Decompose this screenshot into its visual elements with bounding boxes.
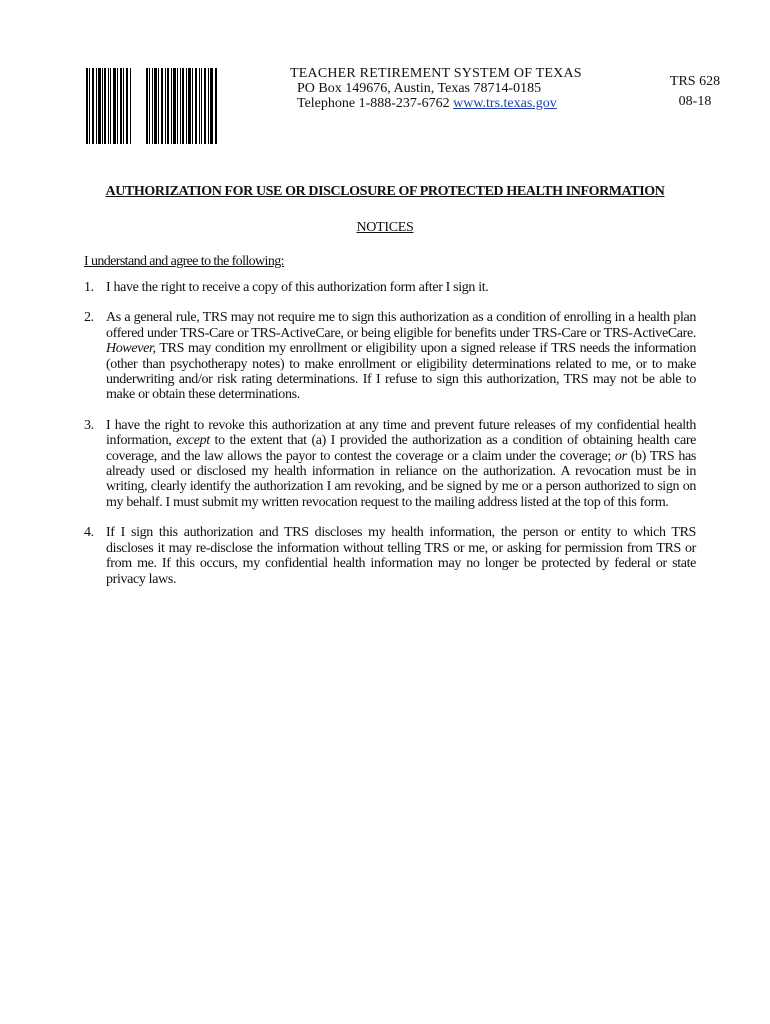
text-run: I have the right to receive a copy of this authorization form after I sign it. (106, 280, 489, 295)
form-number: TRS 628 (669, 74, 721, 89)
section-heading: NOTICES (356, 220, 414, 235)
document-title: AUTHORIZATION FOR USE OR DISCLOSURE OF PROTECTED HEALTH INFORMATION (105, 184, 665, 199)
emphasized-text: except (176, 433, 210, 449)
intro-statement: I understand and agree to the following: (84, 254, 284, 269)
organization-header (290, 66, 620, 111)
emphasized-text: However, (106, 341, 156, 357)
organization-phone: Telephone 1-888-237-6762 (297, 96, 454, 111)
organization-name: TEACHER RETIREMENT SYSTEM OF TEXAS (290, 66, 582, 81)
text-run: to the extent that (a) I provided the authorization as a condition of obtaining health care coverage, and the law allows the payor to contest the coverage or a claim under the coverage; (106, 433, 696, 464)
notice-item-text (106, 280, 488, 295)
text-run: (b) TRS has already used or disclosed my health information in reliance on the authorization. A revocation must be in writing, clearly identify the authorization I am revoking, and be signed by me or a person authorized to sign on my behalf. I must submit my written revocation request to the mailing address listed at the top of this form. (106, 448, 696, 510)
notice-item-number: 3. (84, 417, 94, 433)
organization-contact (290, 96, 620, 111)
notice-item (84, 525, 696, 587)
text-run: If I sign this authorization and TRS discloses my health information, the person or entity to which TRS discloses it may re-disclose the information without telling TRS or me, or asking for permission from TRS or from me. If this occurs, my confidential health information may no longer be protected by federal or state privacy laws. (106, 525, 696, 587)
notice-item-number: 2. (84, 310, 94, 326)
text-run: I have the right to revoke this authorization at any time and prevent future releases of my confidential health information, (106, 417, 696, 449)
form-revision: 08-18 (678, 94, 712, 109)
notice-item-text (106, 418, 696, 510)
emphasized-text: or (614, 448, 627, 464)
notice-item (84, 310, 696, 402)
notice-item-number: 1. (84, 280, 94, 295)
text-run: As a general rule, TRS may not require me to sign this authorization as a condition of enrolling in a health plan offered under TRS-Care or TRS-ActiveCare, or being eligible for benefits under TRS-Care or TRS-ActiveCare. (106, 310, 696, 341)
notice-item (84, 280, 696, 295)
notice-item (84, 418, 696, 510)
form-identifier (660, 72, 730, 112)
text-run: TRS may condition my enrollment or eligibility upon a signed release if TRS needs the information (other than psychotherapy notes) to make enrollment or eligibility determinations related to me, or to make underwriting and/or risk rating determinations. If I refuse to sign this authorization, TRS may not be able to make or obtain these determinations. (106, 341, 696, 403)
notice-item-text (106, 525, 696, 586)
barcode-icon (86, 68, 218, 144)
notice-item-number: 4. (84, 525, 94, 541)
organization-address: PO Box 149676, Austin, Texas 78714-0185 (297, 81, 542, 96)
notice-list (84, 280, 696, 602)
notice-item-text (106, 310, 696, 402)
website-link[interactable]: www.trs.texas.gov (453, 96, 557, 111)
